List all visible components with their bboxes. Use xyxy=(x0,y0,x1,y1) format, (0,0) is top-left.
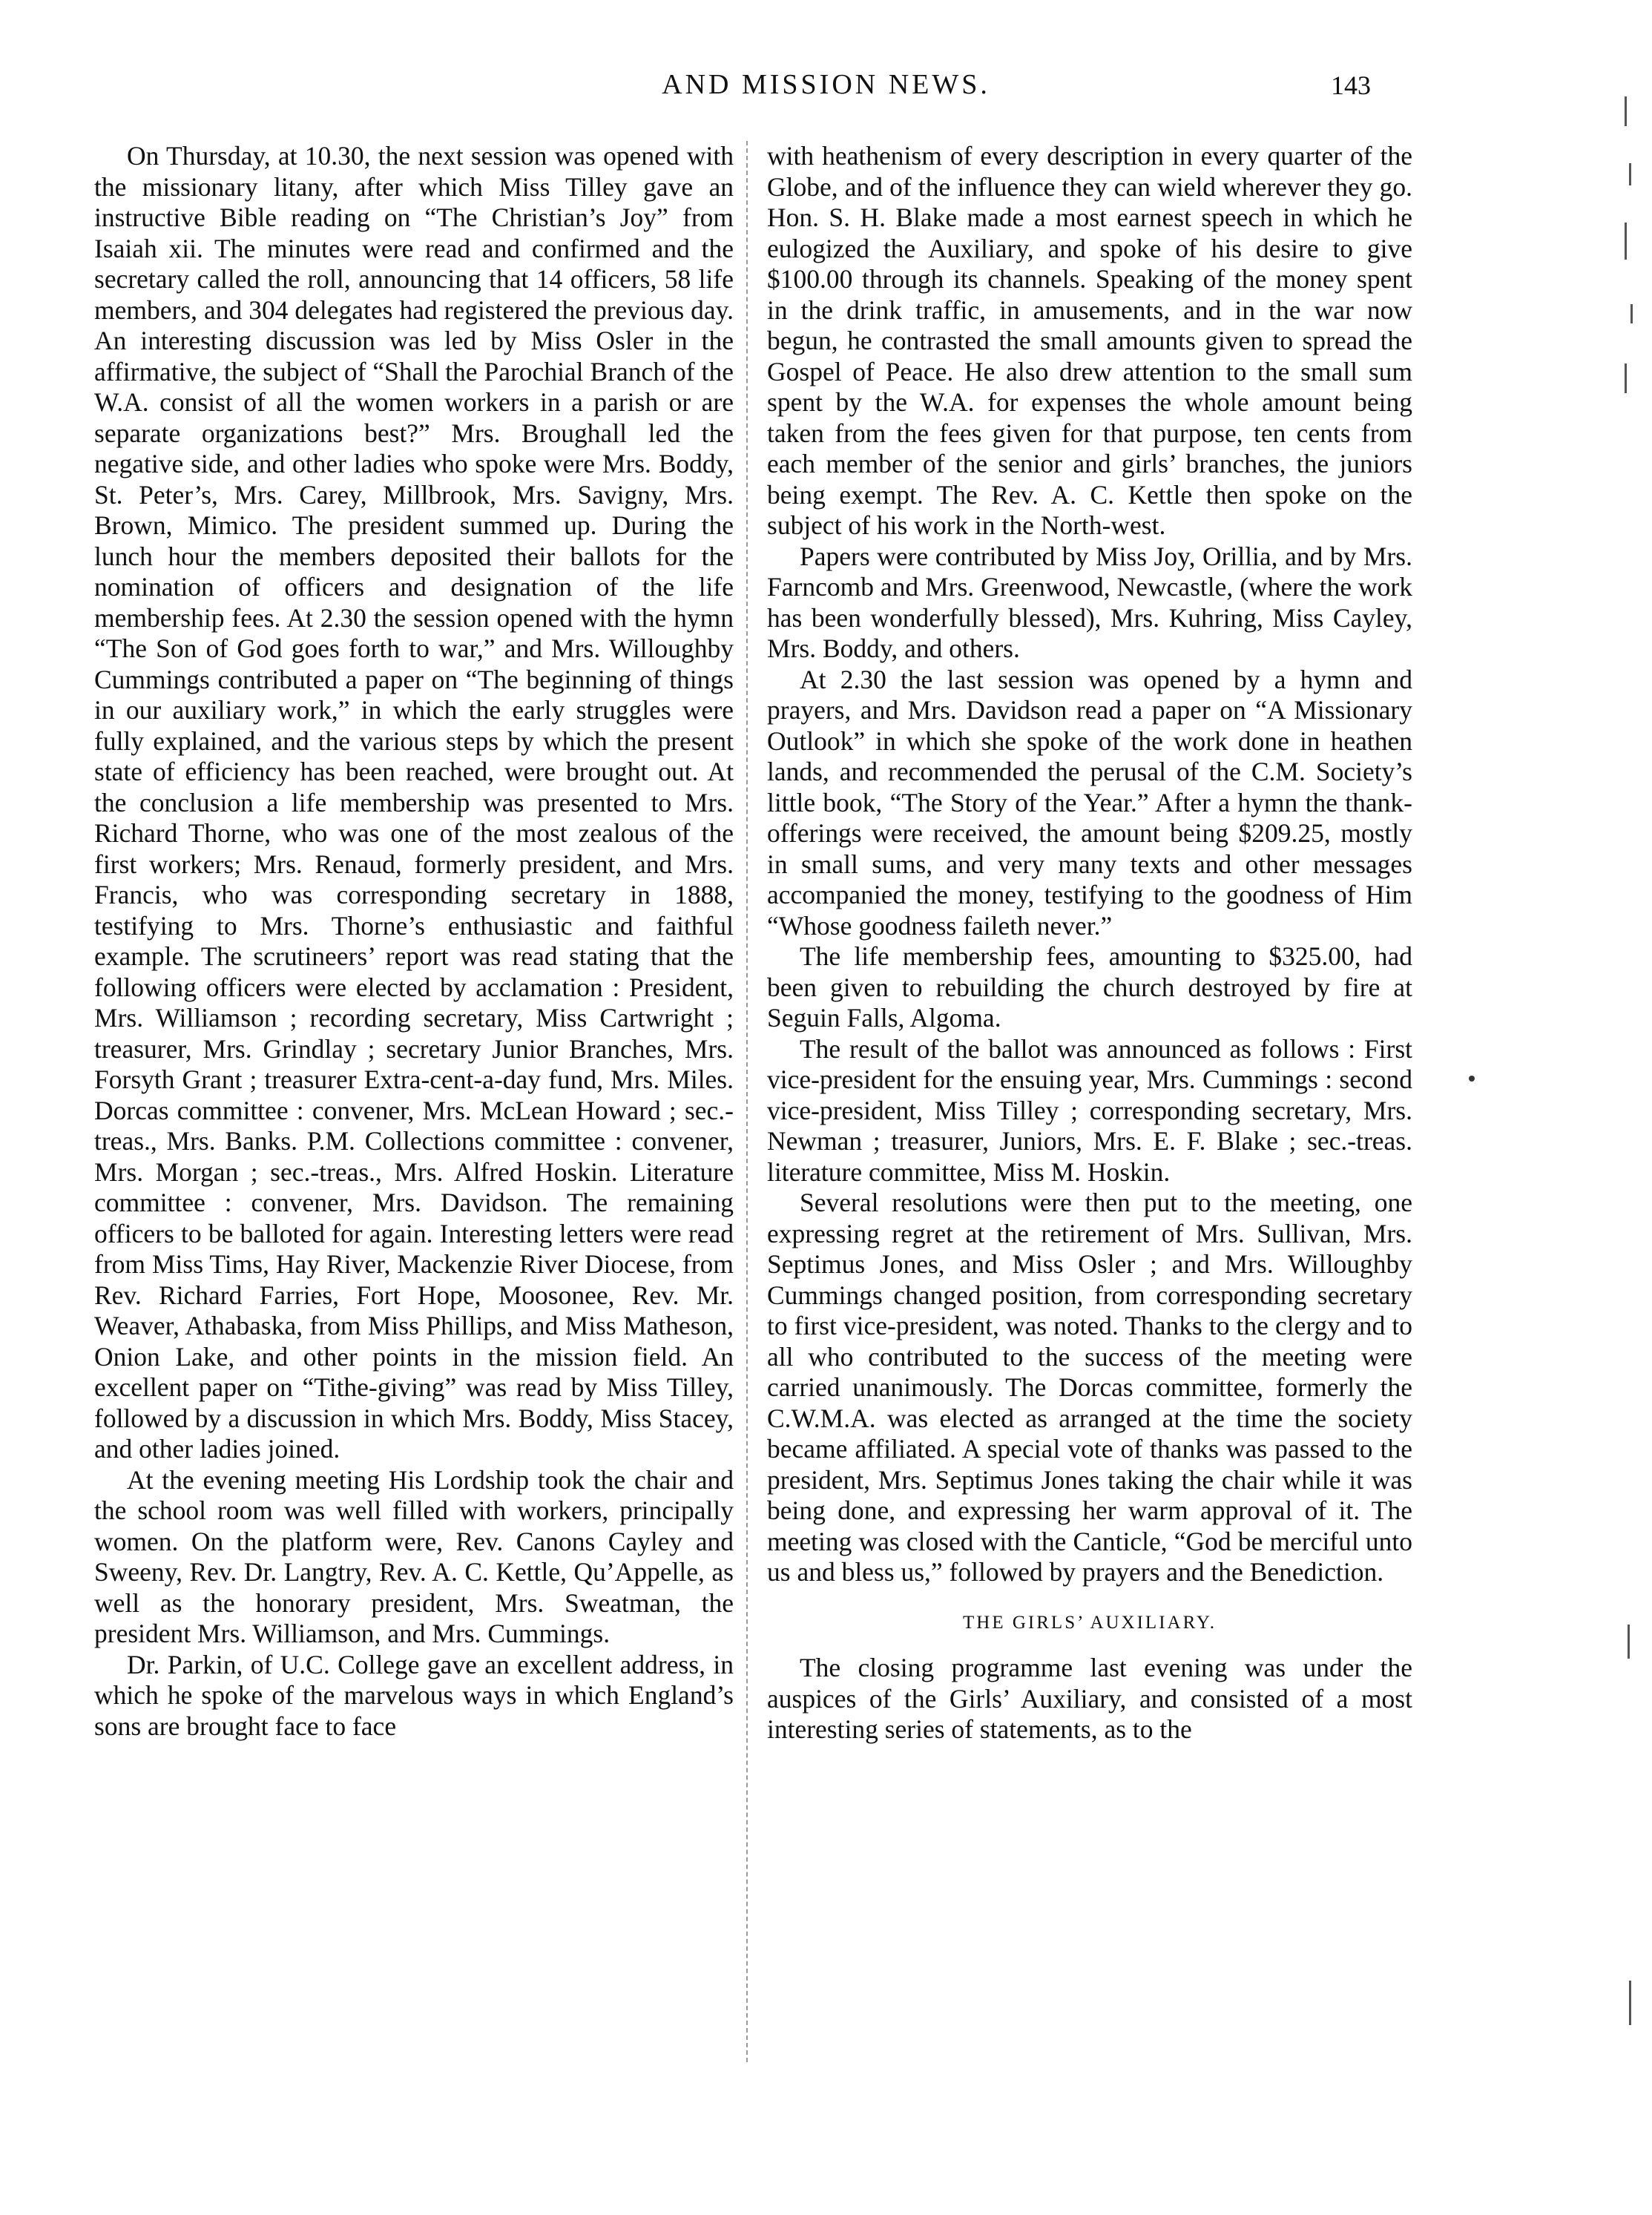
page-number: 143 xyxy=(1331,70,1371,100)
paragraph: On Thursday, at 10.30, the next session was opened with the missionary litany, after which Miss Tilley gave an instructive Bible reading on “The Christian’s Joy” from Isaiah xii. The minutes were read and confirmed and the secretary called the roll, announcing that 14 officers, 58 life members, and 304 delegates had registered the previous day. An interesting discussion was led by Miss Osler in the affirmative, the subject of “Shall the Parochial Branch of the W.A. consist of all the women workers in a parish or are separate organizations best?” Mrs. Broughall led the negative side, and other ladies who spoke were Mrs. Boddy, St. Peter’s, Mrs. Carey, Millbrook, Mrs. Savigny, Mrs. Brown, Mimico. The president summed up. During the lunch hour the members deposited their ballots for the nomination of officers and designation of the life membership fees. At 2.30 the session opened with the hymn “The Son of God goes forth to war,” and Mrs. Willoughby Cummings contributed a paper on “The beginning of things in our auxiliary work,” in which the early struggles were fully explained, and the various steps by which the present state of efficiency has been reached, were brought out. At the conclusion a life membership was presented to Mrs. Richard Thorne, who was one of the most zealous of the first workers; Mrs. Renaud, formerly president, and Mrs. Francis, who was corresponding secretary in 1888, testifying to Mrs. Thorne’s enthusiastic and faithful example. The scrutineers’ report was read stating that the following officers were elected by acclamation : President, Mrs. Williamson ; recording secretary, Miss Cartwright ; treasurer, Mrs. Grindlay ; secretary Junior Branches, Mrs. Forsyth Grant ; treasurer Extra-cent-a-day fund, Mrs. Miles. Dorcas committee : convener, Mrs. McLean Howard ; sec.-treas., Mrs. Banks. P.M. Collections committee : convener, Mrs. Morgan ; sec.-treas., Mrs. Alfred Hoskin. Literature committee : convener, Mrs. Davidson. The remaining officers to be balloted for again. Interesting letters were read from Miss Tims, Hay River, Mackenzie River Diocese, from Rev. Richard Farries, Fort Hope, Moosonee, Rev. Mr. Weaver, Athabaska, from Miss Phillips, and Miss Matheson, Onion Lake, and other points in the mission field. An excellent paper on “Tithe-giving” was read by Miss Tilley, followed by a discussion in which Mrs. Boddy, Miss Stacey, and other ladies joined. xyxy=(94,141,734,1464)
paragraph: The life membership fees, amounting to $325.00, had been given to rebuilding the church destroyed by fire at Seguin Falls, Algoma. xyxy=(767,941,1412,1033)
paragraph: Papers were contributed by Miss Joy, Orillia, and by Mrs. Farncomb and Mrs. Greenwood, Newcastle, (where the work has been wonderfully blessed), Mrs. Kuhring, Miss Cayley, Mrs. Boddy, and others. xyxy=(767,541,1412,663)
paragraph: The result of the ballot was announced as follows : First vice-president for the ensuing year, Mrs. Cummings : second vice-president, Miss Tilley ; corresponding secretary, Mrs. Newman ; treasurer, Juniors, Mrs. E. F. Blake ; sec.-treas. literature committee, Miss M. Hoskin. xyxy=(767,1033,1412,1187)
paragraph: Several resolutions were then put to the meeting, one expressing regret at the retirement of Mrs. Sullivan, Mrs. Septimus Jones, and Miss Osler ; and Mrs. Willoughby Cummings changed position, from corresponding secretary to first vice-president, was noted. Thanks to the clergy and to all who contributed to the success of the meeting were carried unanimously. The Dorcas committee, formerly the C.W.M.A. was elected as arranged at the time the society became affiliated. A special vote of thanks was passed to the president, Mrs. Septimus Jones taking the chair while it was being done, and expressing her warm approval of it. The meeting was closed with the Canticle, “God be merciful unto us and bless us,” followed by prayers and the Benediction. xyxy=(767,1188,1412,1587)
paragraph: The closing programme last evening was under the auspices of the Girls’ Auxiliary, and consisted of a most interesting series of statements, as to the xyxy=(767,1653,1412,1744)
scan-edge-marks xyxy=(1625,96,1639,2099)
column-divider xyxy=(746,141,748,2062)
paragraph: At the evening meeting His Lordship took the chair and the school room was well filled with workers, principally women. On the platform were, Rev. Canons Cayley and Sweeny, Rev. Dr. Langtry, Rev. A. C. Kettle, Qu’Appelle, as well as the honorary president, Mrs. Sweatman, the president Mrs. Williamson, and Mrs. Cummings. xyxy=(94,1464,734,1648)
paragraph: At 2.30 the last session was opened by a hymn and prayers, and Mrs. Davidson read a paper on “A Missionary Outlook” in which she spoke of the work done in heathen lands, and recommended the perusal of the C.M. Society’s little book, “The Story of the Year.” After a hymn the thank-offerings were received, the amount being $209.25, mostly in small sums, and very many texts and other messages accompanied the money, testifying to the goodness of Him “Whose goodness faileth never.” xyxy=(767,664,1412,941)
paragraph: Dr. Parkin, of U.C. College gave an excellent address, in which he spoke of the marvelous ways in which England’s sons are brought face to face xyxy=(94,1649,734,1741)
paragraph-continuation: with heathenism of every description in every quarter of the Globe, and of the influence they can wield wherever they go. Hon. S. H. Blake made a most earnest speech in which he eulogized the Auxiliary, and spoke of his desire to give $100.00 through its channels. Speaking of the money spent in the drink traffic, in amusements, and in the war now begun, he contrasted the small amounts given to spread the Gospel of Peace. He also drew attention to the small sum spent by the W.A. for expenses the whole amount being taken from the fees given for that purpose, ten cents from each member of the senior and girls’ branches, the juniors being exempt. The Rev. A. C. Kettle then spoke on the subject of his work in the North-west. xyxy=(767,141,1412,540)
running-title: AND MISSION NEWS. xyxy=(662,69,990,100)
right-column xyxy=(767,141,1412,1745)
section-subheading: THE GIRLS’ AUXILIARY. xyxy=(963,1612,1217,1633)
left-column xyxy=(94,141,734,1742)
running-head xyxy=(0,68,1652,113)
